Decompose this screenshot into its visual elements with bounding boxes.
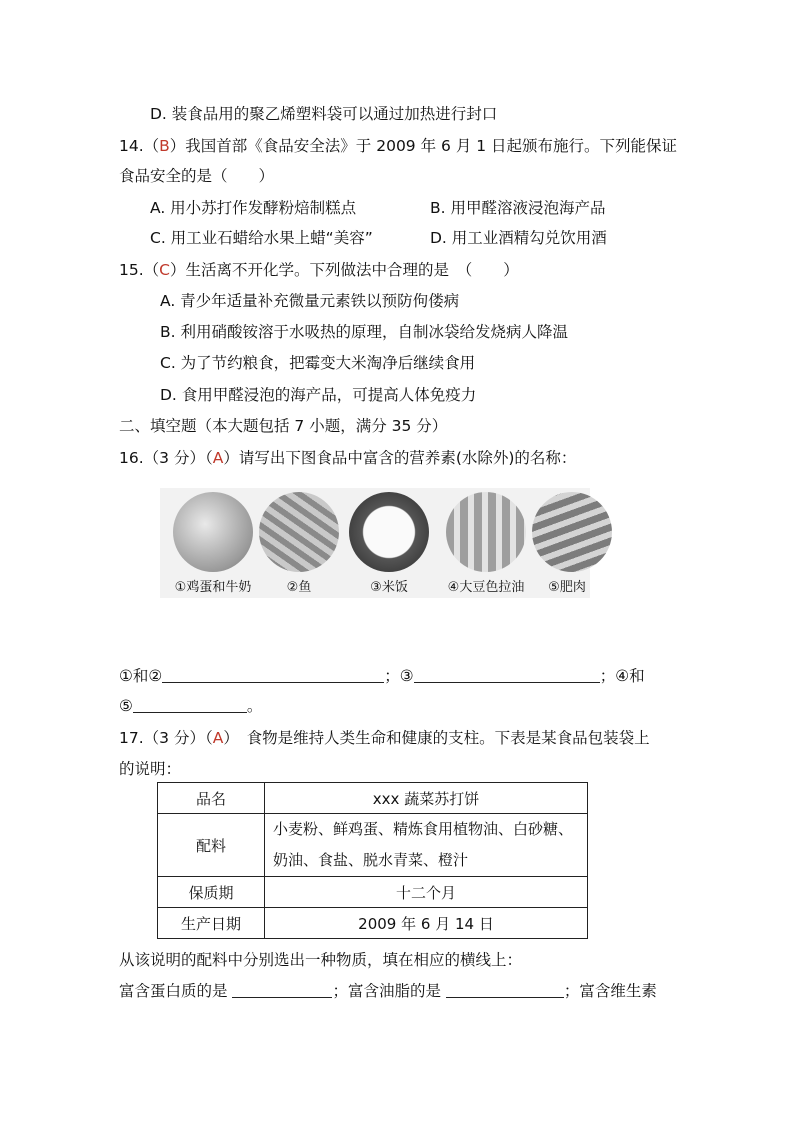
table-row: [158, 783, 588, 814]
food-item: [258, 492, 340, 595]
q17-level: A: [212, 729, 224, 747]
fat-label: ；富含油脂的是: [332, 982, 441, 1000]
fat-meat-image: [532, 492, 612, 572]
q14-stem: [119, 134, 677, 156]
table-key: 配料: [158, 814, 265, 877]
food-caption: ⑤肥肉: [548, 580, 586, 595]
section-heading: 二、填空题（本大题包括 7 小题，满分 35 分）: [119, 417, 448, 435]
q16-number: 16.（3 分）（: [119, 449, 213, 467]
q17-text: ） 食物是维持人类生命和健康的支柱。下表是某食品包装袋上: [223, 729, 650, 747]
eggs-milk-image: [173, 492, 253, 572]
q15-option-a: A. 青少年适量补充微量元素铁以预防佝偻病: [160, 292, 460, 310]
vitamin-label: ；富含维生素: [563, 982, 657, 1000]
q14-text: ）我国首部《食品安全法》于 2009 年 6 月 1 日起颁布施行。下列能保证: [169, 137, 678, 155]
table-value: 十二个月: [265, 877, 588, 908]
food-item: [348, 492, 430, 595]
table-key: 保质期: [158, 877, 265, 908]
answer-blank[interactable]: [232, 981, 332, 998]
food-item: [532, 492, 602, 595]
ingredients-line-1: 小麦粉、鲜鸡蛋、精炼食用植物油、白砂糖、: [273, 820, 574, 838]
q16-separator-2: ；④和: [599, 667, 645, 685]
answer-blank[interactable]: [446, 981, 564, 998]
q17-fill-line: [119, 979, 657, 1001]
answer-blank[interactable]: [162, 666, 384, 683]
q15-number: 15.（: [119, 261, 160, 279]
table-value: 2009 年 6 月 14 日: [265, 908, 588, 939]
q17-stem-cont: 的说明：: [119, 760, 182, 778]
q15-answer: C: [159, 261, 170, 279]
q16-stem: [119, 446, 576, 468]
rice-image: [349, 492, 429, 572]
protein-label: 富含蛋白质的是: [119, 982, 228, 1000]
table-key: 品名: [158, 783, 265, 814]
food-caption: ③米饭: [370, 580, 408, 595]
q16-fill-label-1: ①和②: [119, 667, 163, 685]
q13-option-d: D. 装食品用的聚乙烯塑料袋可以通过加热进行封口: [150, 105, 498, 123]
q14-number: 14.（: [119, 137, 160, 155]
food-caption: ②鱼: [286, 580, 312, 595]
answer-blank[interactable]: [133, 696, 247, 713]
food-item: [440, 492, 532, 595]
q16-text: ）请写出下图食品中富含的营养素(水除外)的名称：: [223, 449, 577, 467]
food-images: [160, 488, 590, 598]
oil-bottles-image: [446, 492, 526, 572]
product-label-table: [157, 782, 588, 939]
food-caption: ①鸡蛋和牛奶: [174, 580, 252, 595]
q14-option-a: A. 用小苏打作发酵粉焙制糕点: [150, 199, 357, 217]
q14-option-b: B. 用甲醛溶液浸泡海产品: [430, 199, 606, 217]
table-row: [158, 908, 588, 939]
q16-fill-label-2: ⑤: [119, 697, 133, 715]
q15-text: ）生活离不开化学。下列做法中合理的是 （ ）: [169, 261, 519, 279]
answer-blank[interactable]: [414, 666, 600, 683]
ingredients-line-2: 奶油、食盐、脱水青菜、橙汁: [273, 851, 469, 869]
q14-option-c: C. 用工业石蜡给水果上蜡“美容”: [150, 229, 373, 247]
q15-option-d: D. 食用甲醛浸泡的海产品，可提高人体免疫力: [160, 386, 477, 404]
q16-level: A: [212, 449, 224, 467]
table-row: [158, 877, 588, 908]
q16-fill-line-1: [119, 664, 645, 686]
q17-instruction: 从该说明的配料中分别选出一种物质，填在相应的横线上：: [119, 951, 523, 969]
table-key: 生产日期: [158, 908, 265, 939]
fish-image: [259, 492, 339, 572]
q15-option-c: C. 为了节约粮食，把霉变大米淘净后继续食用: [160, 354, 476, 372]
q14-answer: B: [159, 137, 170, 155]
q16-separator-1: ；③: [384, 667, 414, 685]
q16-fill-line-2: [119, 694, 262, 716]
q16-end: 。: [246, 697, 263, 715]
q15-stem: [119, 258, 519, 280]
q14-stem-cont: 食品安全的是（ ）: [119, 167, 275, 185]
q15-option-b: B. 利用硝酸铵溶于水吸热的原理，自制冰袋给发烧病人降温: [160, 323, 568, 341]
table-value: xxx 蔬菜苏打饼: [265, 783, 588, 814]
food-caption: ④大豆色拉油: [447, 580, 525, 595]
table-row: [158, 814, 588, 877]
q17-stem: [119, 726, 650, 748]
table-value: [265, 814, 588, 877]
food-item: [170, 492, 256, 595]
q17-number: 17.（3 分）（: [119, 729, 213, 747]
q14-option-d: D. 用工业酒精勾兑饮用酒: [430, 229, 607, 247]
